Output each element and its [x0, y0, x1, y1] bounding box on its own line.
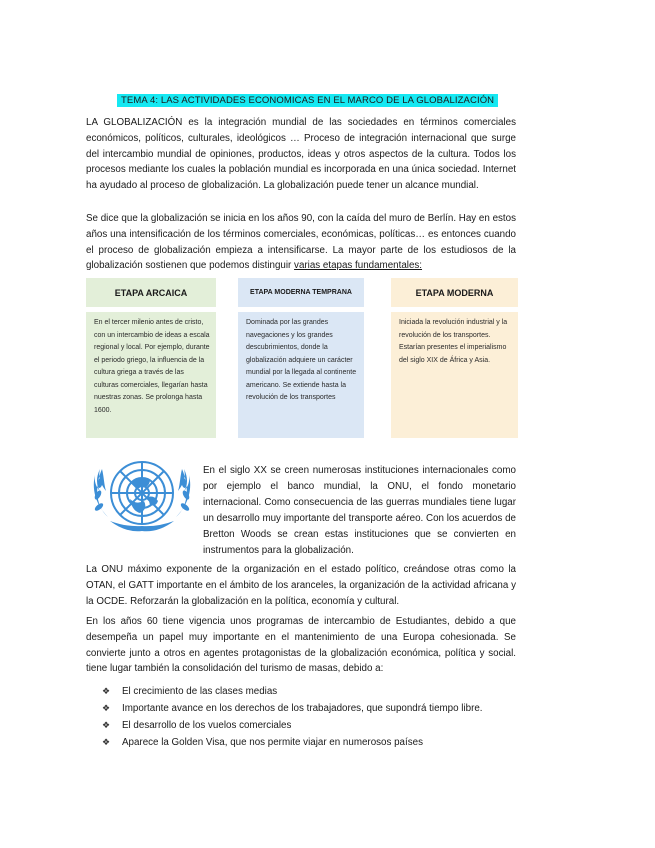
stage-header-moderna-temprana: ETAPA MODERNA TEMPRANA: [238, 278, 364, 307]
institutions-paragraph: En el siglo XX se creen numerosas instituciones internacionales como por ejemplo el banco mundial, la ONU, el fondo monetario internacional. Como consecuencia de las guerras mundiales tiene lugar un desarrollo muy importante del transporte aéreo. Con los acuerdos de Bretton Woods se crean estas instituciones que se convierten en instrumentos para la globalización.: [203, 465, 516, 556]
mass-tourism-reasons-list: [102, 683, 522, 751]
origins-paragraph: [86, 211, 516, 274]
stage-card-moderna-temprana: [238, 312, 364, 438]
diamond-bullet-icon: ❖: [102, 737, 111, 747]
list-item: [102, 734, 522, 751]
list-item-text: El desarrollo de los vuelos comerciales: [122, 720, 292, 731]
diamond-bullet-icon: ❖: [102, 720, 111, 730]
list-item-text: Importante avance en los derechos de los trabajadores, que supondrá tiempo libre.: [122, 703, 483, 714]
stage-header-arcaica: ETAPA ARCAICA: [86, 278, 216, 307]
onu-paragraph: La ONU máximo exponente de la organización en el estado político, creándose otras como la OTAN, el GATT importante en el ámbito de los aranceles, la organización de la actividad africana y la OCDE. Reforzarán la globalización en la política, economía y cultural.: [86, 564, 516, 607]
diamond-bullet-icon: ❖: [102, 686, 111, 696]
page-title: TEMA 4: LAS ACTIVIDADES ECONOMICAS EN EL MARCO DE LA GLOBALIZACIÓN: [117, 94, 498, 107]
origins-text: Se dice que la globalización se inicia en los años 90, con la caída del muro de Berlín. Hay en estos años una intensificación de los términos comerciales, económicas, políticas… es entonces cuando el proceso de globalización empieza a intensificarse. La mayor parte de los estudiosos de la globalización sostienen que podemos distinguir: [86, 213, 516, 272]
diamond-bullet-icon: ❖: [102, 703, 111, 713]
list-item: [102, 683, 522, 700]
stage-description-arcaica: En el tercer milenio antes de cristo, con un intercambio de ideas a escala regional y local. Por ejemplo, durante el periodo griego, la influencia de la cultura griega a través de las culturas comerciales, llegarían hasta nuestras zonas. Se prolonga hasta 1600.: [94, 319, 210, 414]
stage-header-moderna: ETAPA MODERNA: [391, 278, 518, 307]
stage-card-moderna: [391, 312, 518, 438]
intro-paragraph: LA GLOBALIZACIÓN es la integración mundial de las sociedades en términos comerciales económicos, políticos, culturales, ideológicos … Proceso de integración internacional que surge del intercambio mundial de opiniones, productos, ideas y otros aspectos de la cultura. Todos los procesos mediante los cuales la población mundial es incorporada en una única sociedad. Internet ha ayudado al proceso de globalización. La globalización puede tener un alcance mundial.: [86, 117, 516, 192]
stage-card-arcaica: [86, 312, 216, 438]
list-item-text: Aparece la Golden Visa, que nos permite viajar en numerosos países: [122, 737, 423, 748]
list-item: [102, 700, 522, 717]
stage-description-moderna-temprana: Dominada por las grandes navegaciones y los grandes descubrimientos, donde la globalización adquiere un carácter mundial por la llegada al continente americano. Se extiende hasta la revolución de los transportes: [246, 319, 357, 401]
sixties-paragraph: En los años 60 tiene vigencia unos programas de intercambio de Estudiantes, debido a que desempeña un papel muy importante en el mantenimiento de una Europa cohesionada. Se convierte junto a otros en agentes protagonistas de la globalización económica, política y social. tiene lugar también la consolidación del turismo de masas, debido a:: [86, 616, 516, 675]
stages-link-text: varias etapas fundamentales:: [294, 260, 423, 272]
list-item: [102, 717, 522, 734]
stage-description-moderna: Iniciada la revolución industrial y la revolución de los transportes. Estarían presentes el imperialismo del siglo XIX de África y Asia.: [399, 319, 508, 364]
un-emblem-icon: [86, 447, 198, 547]
list-item-text: El crecimiento de las clases medias: [122, 686, 278, 697]
